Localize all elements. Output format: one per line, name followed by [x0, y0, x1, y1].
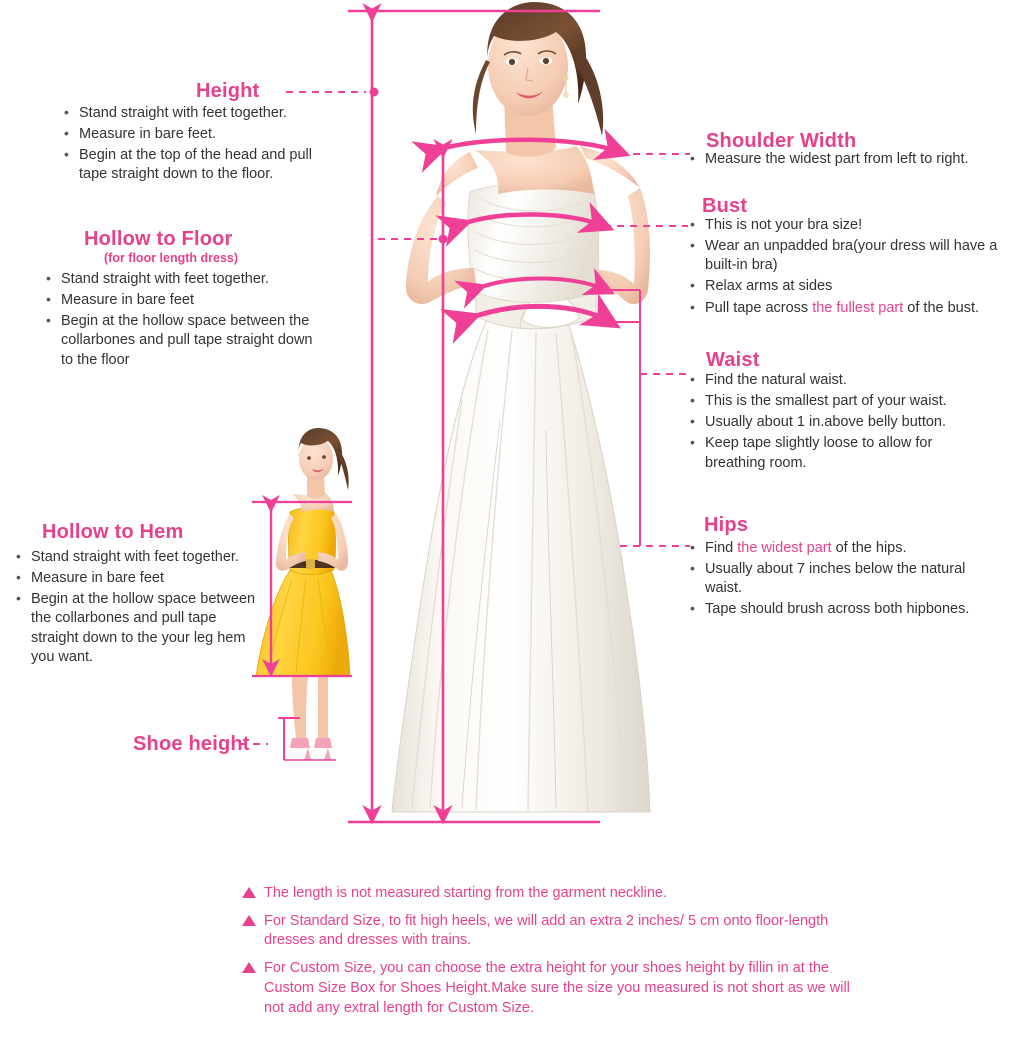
warning-triangle-icon: [242, 915, 256, 926]
hollow-to-floor-bullet-0: • Stand straight with feet together.: [46, 270, 328, 289]
shoulder-width-bullets: [690, 150, 1012, 171]
bust-bullet-3: • Pull tape across the fullest part of the bust.: [690, 299, 1012, 318]
waist-bullet-0: • Find the natural waist.: [690, 371, 990, 390]
hollow-to-hem-bullet-2: • Begin at the hollow space between the collarbones and pull tape straight down to the your leg hem you want.: [16, 590, 256, 667]
note-row-2: [242, 959, 862, 1018]
hollow-to-hem-bullet-0: • Stand straight with feet together.: [16, 548, 256, 567]
bust-bullet-1: • Wear an unpadded bra(your dress will have a built-in bra): [690, 237, 1012, 275]
hollow-to-floor-bullet-1: • Measure in bare feet: [46, 291, 328, 310]
waist-bullet-1: • This is the smallest part of your waist.: [690, 392, 990, 411]
height-bullet-2: • Begin at the top of the head and pull tape straight down to the floor.: [64, 146, 334, 184]
hollow-to-floor-bullets: [46, 270, 328, 372]
note-row-1: [242, 912, 862, 951]
hips-bullet-2: • Tape should brush across both hipbones.: [690, 600, 1000, 619]
hollow-to-hem-bullet-1: • Measure in bare feet: [16, 569, 256, 588]
hips-heading: Hips: [704, 514, 749, 536]
note-text-1: For Standard Size, to fit high heels, we will add an extra 2 inches/ 5 cm onto floor-length dresses and dresses with trains.: [264, 912, 829, 949]
hollow-to-floor-bullet-2: • Begin at the hollow space between the collarbones and pull tape straight down to the floor: [46, 312, 328, 369]
bust-highlight: the fullest part: [812, 299, 904, 316]
shoulder-width-bullet-0: • Measure the widest part from left to right.: [690, 150, 1012, 169]
hollow-to-floor-subheading: (for floor length dress): [104, 251, 239, 265]
height-bullet-0: • Stand straight with feet together.: [64, 104, 334, 123]
note-row-0: [242, 884, 862, 904]
waist-bullet-2: • Usually about 1 in.above belly button.: [690, 413, 990, 432]
footer-notes: [242, 884, 862, 1026]
height-bullet-1: • Measure in bare feet.: [64, 125, 334, 144]
hips-bullet-1: • Usually about 7 inches below the natural waist.: [690, 560, 1000, 598]
hips-bullets: [690, 539, 1000, 622]
waist-bullets: [690, 371, 990, 475]
hollow-to-hem-bullets: [16, 548, 256, 669]
hollow-to-hem-heading: Hollow to Hem: [42, 521, 184, 543]
shoulder-width-heading: Shoulder Width: [706, 130, 857, 152]
warning-triangle-icon: [242, 887, 256, 898]
height-bullets: [64, 104, 334, 187]
note-text-2: For Custom Size, you can choose the extra height for your shoes height by fillin in at the Custom Size Box for Shoes Height.Make sure the size you measured is not short as we will not add any extral length for Custom Size.: [264, 960, 850, 1016]
hollow-to-floor-heading: Hollow to Floor: [84, 228, 233, 250]
height-heading: Height: [196, 80, 260, 102]
hips-highlight: the widest part: [737, 540, 832, 556]
bust-heading: Bust: [702, 195, 748, 217]
waist-bullet-3: • Keep tape slightly loose to allow for breathing room.: [690, 434, 990, 472]
shoe-height-heading: Shoe height: [133, 733, 250, 755]
note-text-0: The length is not measured starting from the garment neckline.: [264, 885, 667, 901]
hips-bullet-0: • Find the widest part of the hips.: [690, 539, 1000, 558]
bust-bullet-2: • Relax arms at sides: [690, 277, 1012, 296]
waist-heading: Waist: [706, 349, 760, 371]
warning-triangle-icon: [242, 962, 256, 973]
bust-bullets: [690, 216, 1012, 320]
bust-bullet-0: • This is not your bra size!: [690, 216, 1012, 235]
bride-illustration: [392, 2, 650, 812]
